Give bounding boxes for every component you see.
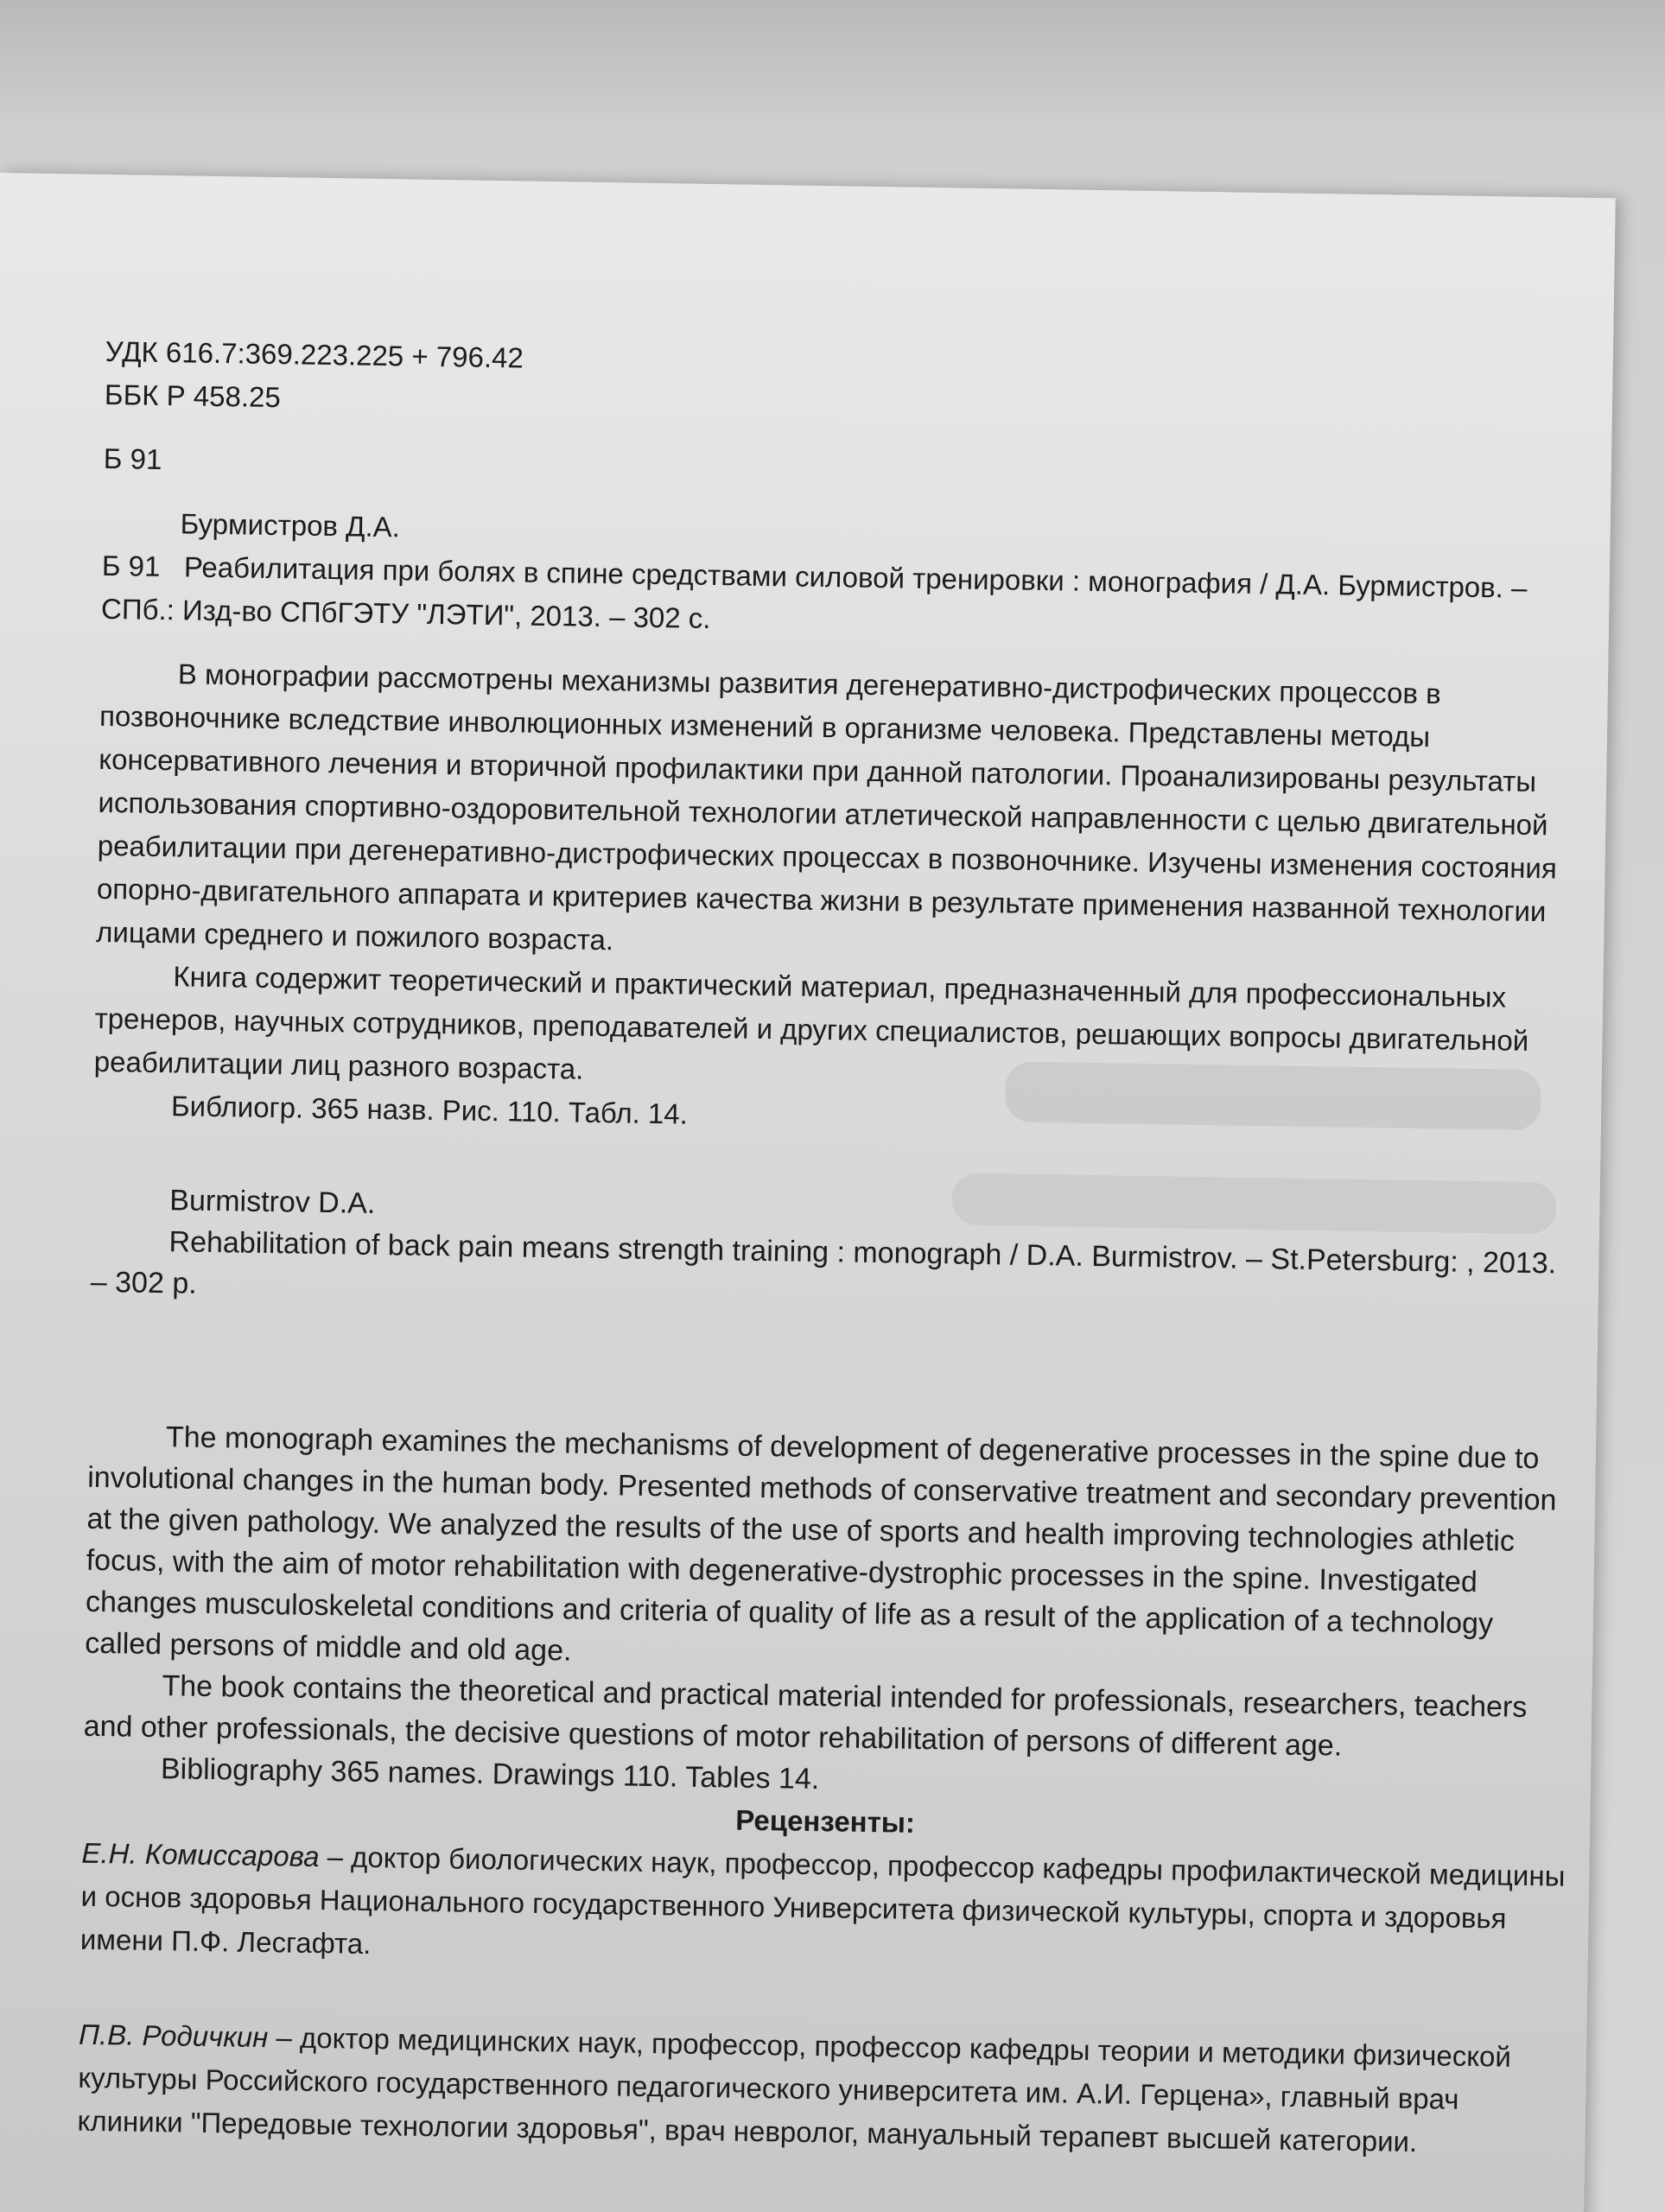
bbk-code: ББК Р 458.25 xyxy=(104,378,282,414)
udk-code: УДК 616.7:369.223.225 + 796.42 xyxy=(105,334,524,374)
en-author: Burmistrov D.A. xyxy=(169,1184,376,1220)
ru-abstract: В монографии рассмотрены механизмы развития дегенеративно-дистрофических процессов в позвоночнике вследствие инволюционных изменений в организме человека. Представлены методы консервативного лечения и вторичной профилактики при данной патологии. Проанализированы результаты использования спортивно-оздоровительной технологии атлетической направленности с целью двигательной реабилитации при дегенеративно-дистрофических процессах в позвоночнике. Изучены изменения состояния опорно-двигательного аппарата и критериев качества жизни в результате применения названной технологии лицами среднего и пожилого возраста. xyxy=(95,658,1558,957)
ru-record-code: Б 91 xyxy=(101,549,161,582)
reviewer-name: П.В. Родичкин xyxy=(78,2018,269,2054)
ru-author: Бурмистров Д.А. xyxy=(180,507,401,543)
ru-audience: Книга содержит теоретический и практический материал, предназначенный для профессиональных тренеров, научных сотрудников, преподавателей и других специалистов, решающих вопросы двигательной реабилитации лиц разного возраста. xyxy=(93,960,1529,1085)
reviewers-heading: Рецензенты: xyxy=(735,1803,916,1839)
reviewer-text: – доктор биологических наук, профессор, профессор кафедры профилактической медицины и основ здоровья Национального государственного Университета физической культуры, спорта и здоровья имени П.Ф. Лесгафта. xyxy=(79,1840,1566,1960)
page-content xyxy=(77,330,1592,2166)
en-record: Rehabilitation of back pain means strength training : monograph / D.A. Burmistrov. – St.Petersburg: , 2013. – 302 p. xyxy=(90,1225,1557,1300)
reviewer-entry xyxy=(77,2013,1565,2166)
ru-record-title-text: Реабилитация при болях в спине средствами силовой тренировки : монография / Д.А. Бурмистров. – xyxy=(183,550,1528,604)
ru-imprint: СПб.: Изд-во СПбГЭТУ "ЛЭТИ", 2013. – 302 с. xyxy=(100,592,711,634)
book-page xyxy=(0,173,1616,2212)
en-biblio: Bibliography 365 names. Drawings 110. Tables 14. xyxy=(160,1752,820,1796)
ru-biblio: Библиогр. 365 назв. Рис. 110. Табл. 14. xyxy=(170,1090,689,1130)
author-mark: Б 91 xyxy=(103,442,162,475)
en-abstract: The monograph examines the mechanisms of development of degenerative processes in the spine due to involutional changes in the human body. Presented methods of conservative treatment and secondary prevention at the given pathology. We analyzed the results of the use of sports and health improving technologies athletic focus, with the aim of motor rehabilitation with degenerative-dystrophic processes in the spine. Investigated changes musculoskeletal conditions and criteria of quality of life as a result of the application of a technology called persons of middle and old age. xyxy=(84,1421,1557,1668)
reviewer-text: – доктор медицинских наук, профессор, профессор кафедры теории и методики физической культуры Российского государственного педагогического университета им. А.И. Герцена», главный врач клиники "Передовые технологии здоровья", врач невролог, мануальный терапевт высшей категории. xyxy=(77,2021,1512,2158)
reviewer-name: Е.Н. Комиссарова xyxy=(81,1836,320,1873)
reviewer-entry xyxy=(80,1832,1568,1985)
en-audience: The book contains the theoretical and practical material intended for professionals, researchers, teachers and other professionals, the decisive questions of motor rehabilitation of persons of different age. xyxy=(83,1669,1528,1763)
